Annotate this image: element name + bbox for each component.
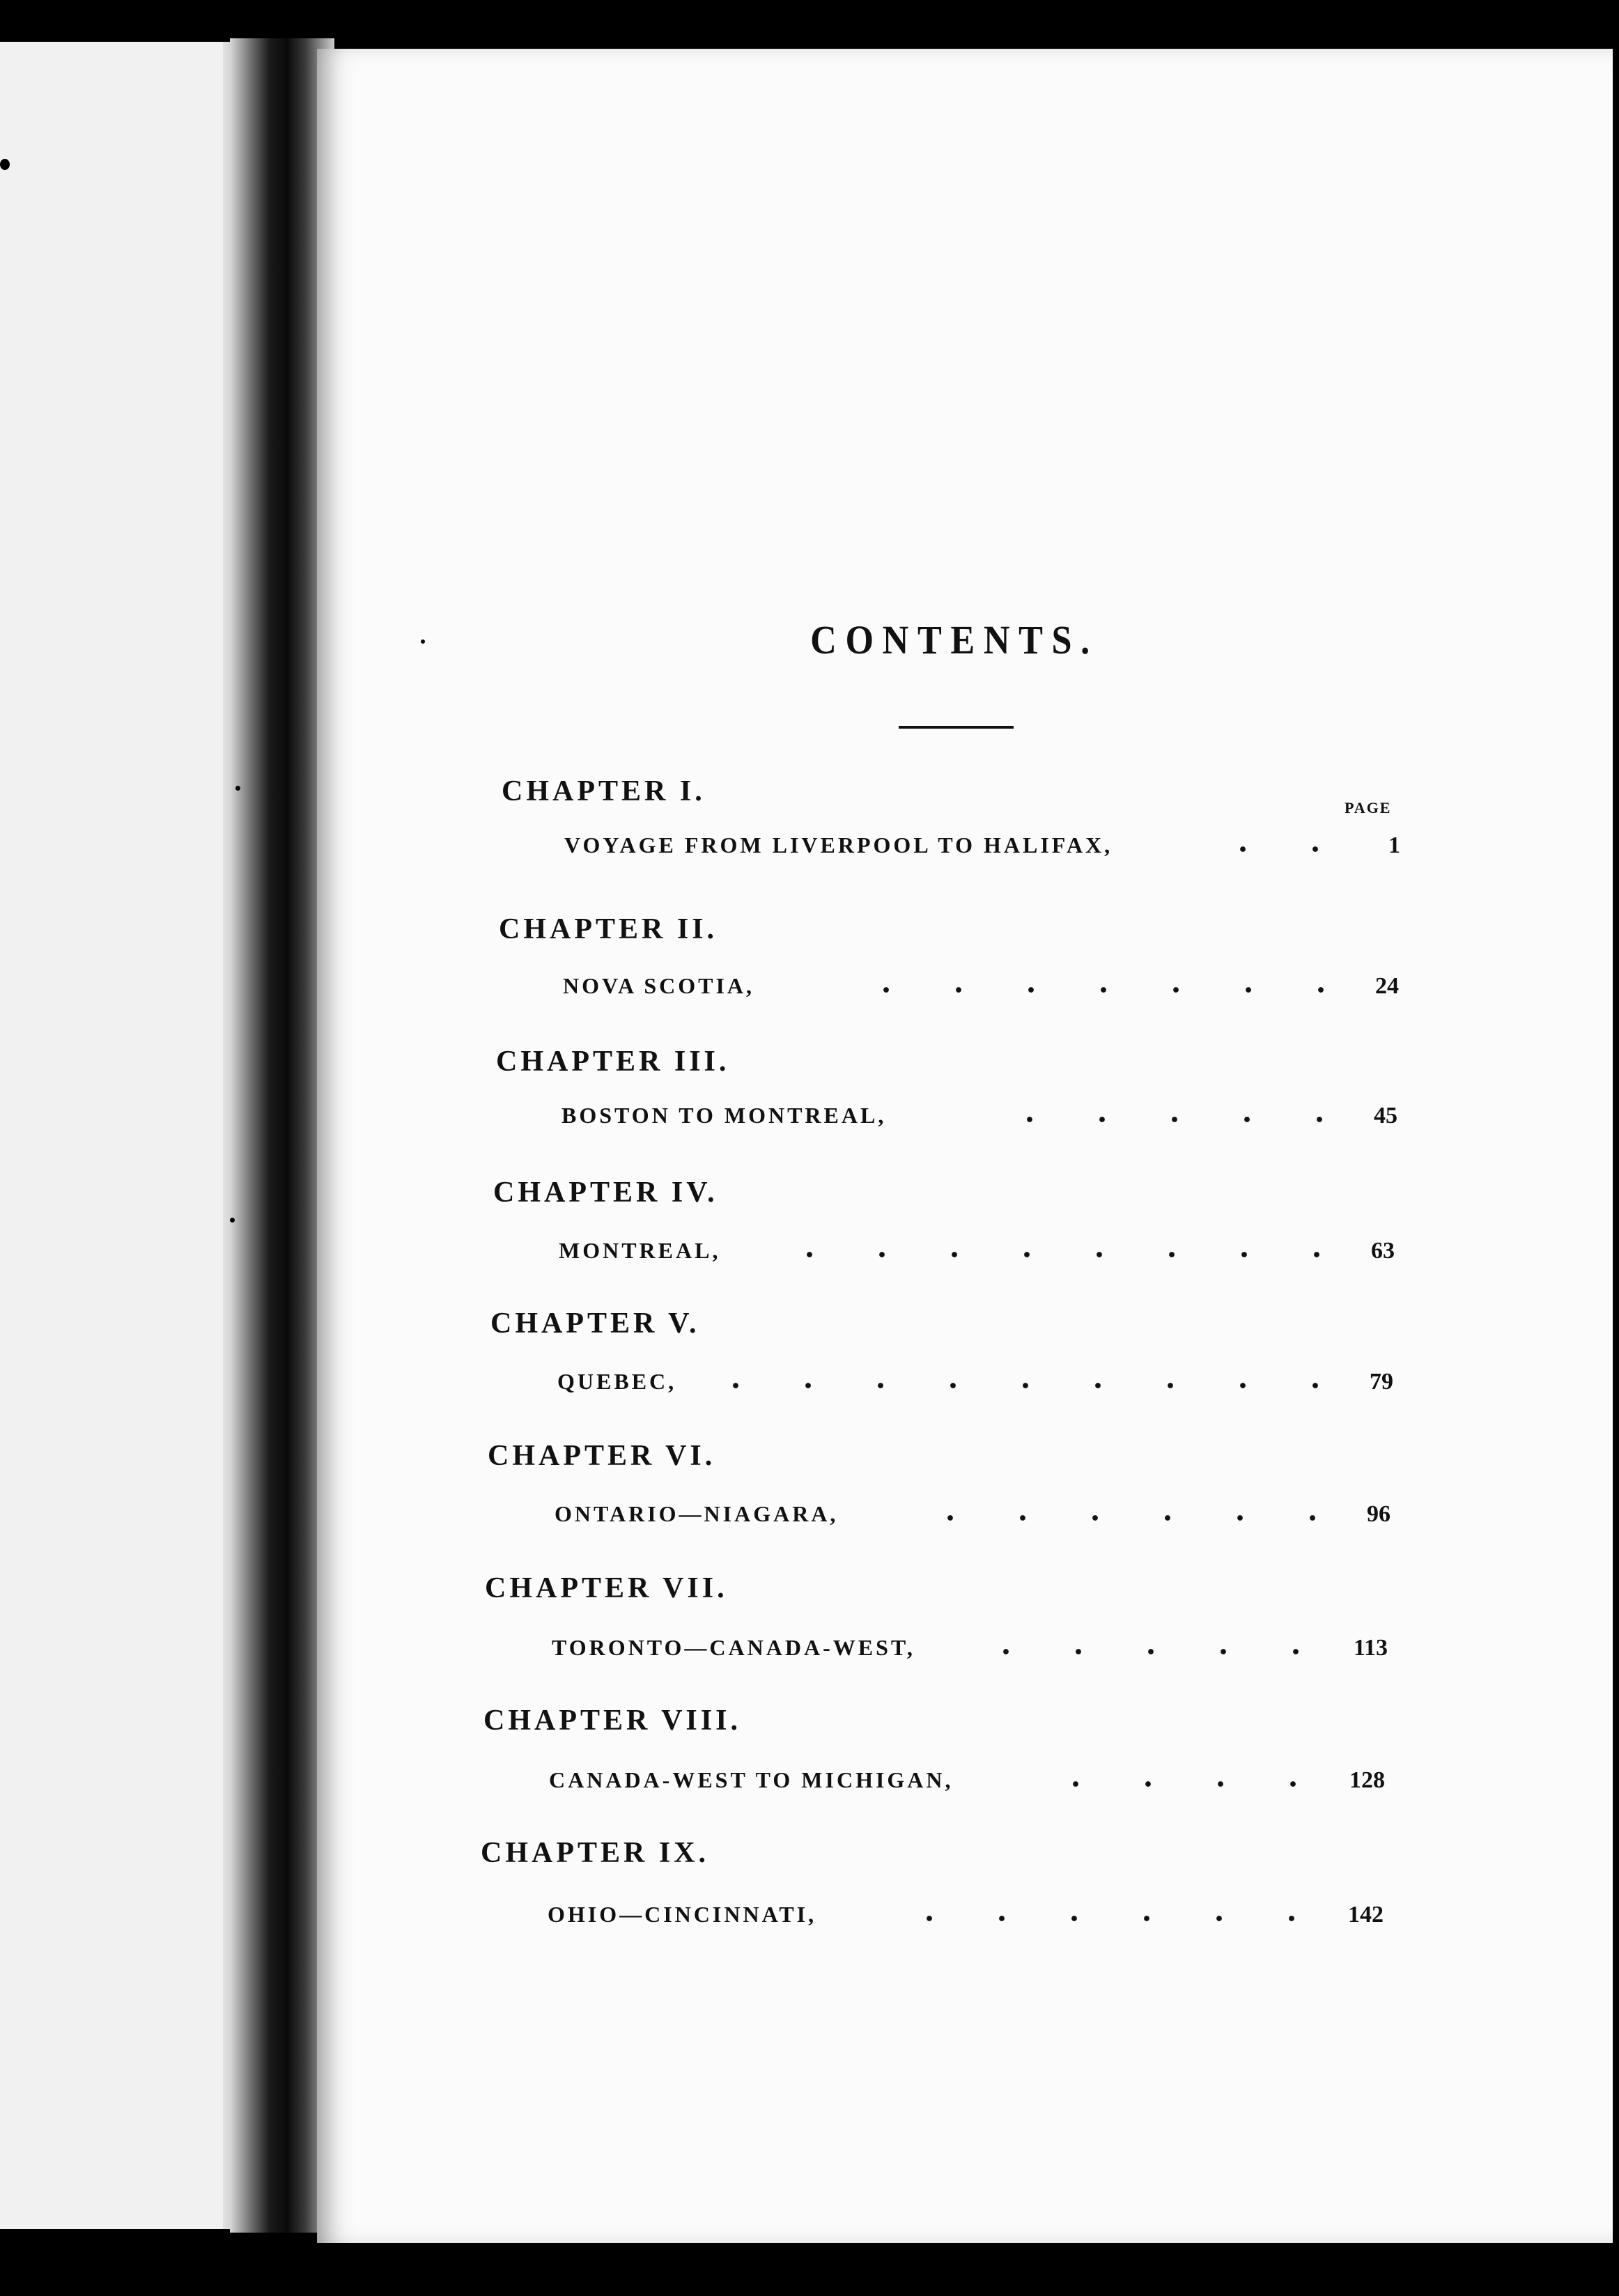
toc-entry[interactable] [563,973,1399,1004]
toc-entry[interactable] [561,1103,1397,1133]
chapter-title: MONTREAL, [559,1238,721,1263]
dot-leaders [910,1905,1328,1932]
chapter-heading: CHAPTER II. [499,913,718,945]
chapter-heading: CHAPTER VII. [485,1572,728,1604]
toc-entry[interactable] [564,832,1400,863]
dot-leaders [821,976,1357,1004]
scan-speck [230,1218,235,1223]
dot-leaders [697,1372,1351,1399]
dot-leaders [1064,1770,1329,1798]
page-number: 24 [1375,973,1399,999]
toc-entry[interactable] [549,1767,1385,1798]
toc-entry[interactable] [559,1238,1395,1269]
page-number: 96 [1367,1501,1391,1527]
toc-entry[interactable] [557,1369,1393,1399]
chapter-heading: CHAPTER IV. [493,1177,718,1209]
dot-leaders [882,1504,1349,1532]
chapter-title: NOVA SCOTIA, [563,973,755,998]
scan-speck [235,786,240,791]
page-number: 63 [1371,1238,1395,1264]
chapter-heading: CHAPTER IX. [481,1837,710,1869]
dot-leaders [789,1241,1353,1269]
page-number: 79 [1370,1369,1393,1395]
page-number: 45 [1374,1103,1397,1128]
chapter-title: VOYAGE FROM LIVERPOOL TO HALIFAX, [564,832,1113,858]
page-number: 113 [1353,1635,1388,1661]
chapter-title: CANADA-WEST TO MICHIGAN, [549,1767,954,1792]
page-column-header: PAGE [1345,799,1392,816]
left-page [0,42,265,2229]
chapter-heading: CHAPTER V. [490,1308,700,1340]
chapter-heading: CHAPTER III. [496,1046,730,1078]
chapter-heading: CHAPTER VIII. [483,1705,741,1737]
toc-entry[interactable] [552,1635,1388,1666]
dot-leaders [998,1638,1332,1666]
chapter-title: BOSTON TO MONTREAL, [561,1103,887,1128]
chapter-title: OHIO—CINCINNATI, [548,1902,817,1927]
scan-speck [0,159,10,170]
chapter-title: ONTARIO—NIAGARA, [555,1501,839,1526]
chapter-heading: CHAPTER VI. [488,1440,716,1472]
chapter-heading: CHAPTER I. [502,775,706,807]
page-number: 142 [1348,1902,1384,1927]
page-number: 128 [1349,1767,1385,1793]
toc-entry[interactable] [555,1501,1391,1532]
dot-leaders [1233,835,1351,863]
toc-entry[interactable] [548,1902,1384,1932]
scan-speck [421,639,425,644]
chapter-title: TORONTO—CANADA-WEST, [552,1635,915,1660]
contents-title: CONTENTS. [810,617,1099,662]
chapter-title: QUEBEC, [557,1369,677,1394]
page-number: 1 [1388,832,1400,858]
dot-leaders [979,1106,1356,1133]
title-rule [899,726,1014,729]
